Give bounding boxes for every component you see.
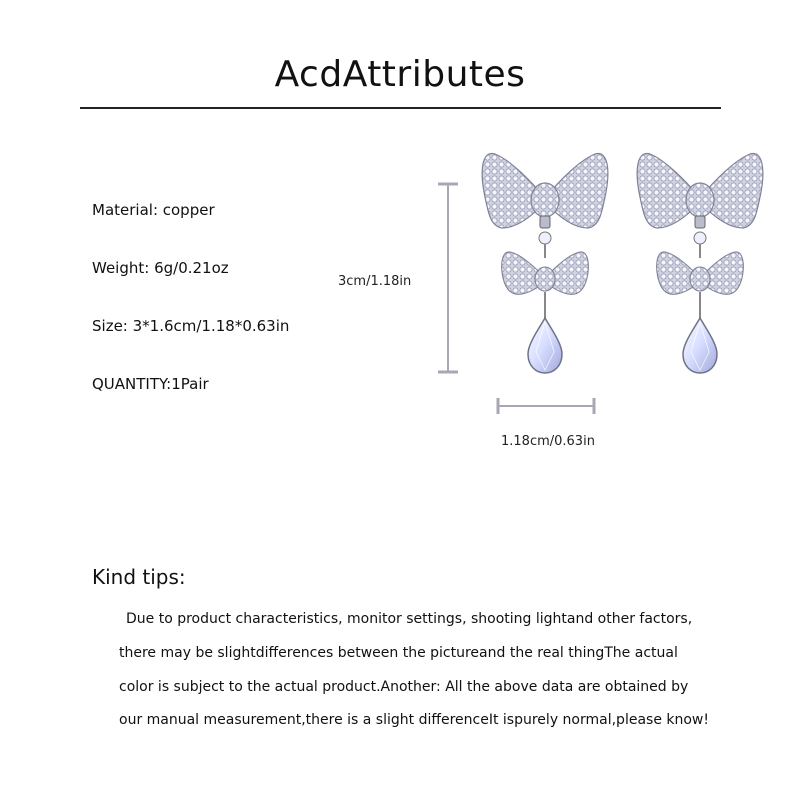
- tip-line: our manual measurement,there is a slight differenceIt ispurely normal,please know!: [119, 712, 709, 728]
- tip-line: there may be slightdifferences between the pictureand the real thingThe actual: [119, 645, 678, 661]
- kind-tips-heading: Kind tips:: [92, 565, 186, 589]
- spec-material: Material: copper: [92, 201, 215, 219]
- spec-quantity: QUANTITY:1Pair: [92, 375, 209, 393]
- height-measure-line: [434, 182, 462, 376]
- width-measure-line: [496, 397, 598, 415]
- tip-line: color is subject to the actual product.Another: All the above data are obtained by: [119, 679, 689, 695]
- tip-line: Due to product characteristics, monitor settings, shooting lightand other factors,: [126, 611, 693, 627]
- earrings-product-image: [470, 140, 780, 385]
- width-dimension-label: 1.18cm/0.63in: [501, 434, 595, 449]
- earring-left: [482, 153, 608, 373]
- spec-size: Size: 3*1.6cm/1.18*0.63in: [92, 317, 290, 335]
- earring-right: [637, 153, 763, 373]
- height-dimension-label: 3cm/1.18in: [338, 274, 412, 289]
- spec-weight: Weight: 6g/0.21oz: [92, 259, 229, 277]
- title-divider: [80, 107, 721, 109]
- page-title: AcdAttributes: [274, 54, 526, 95]
